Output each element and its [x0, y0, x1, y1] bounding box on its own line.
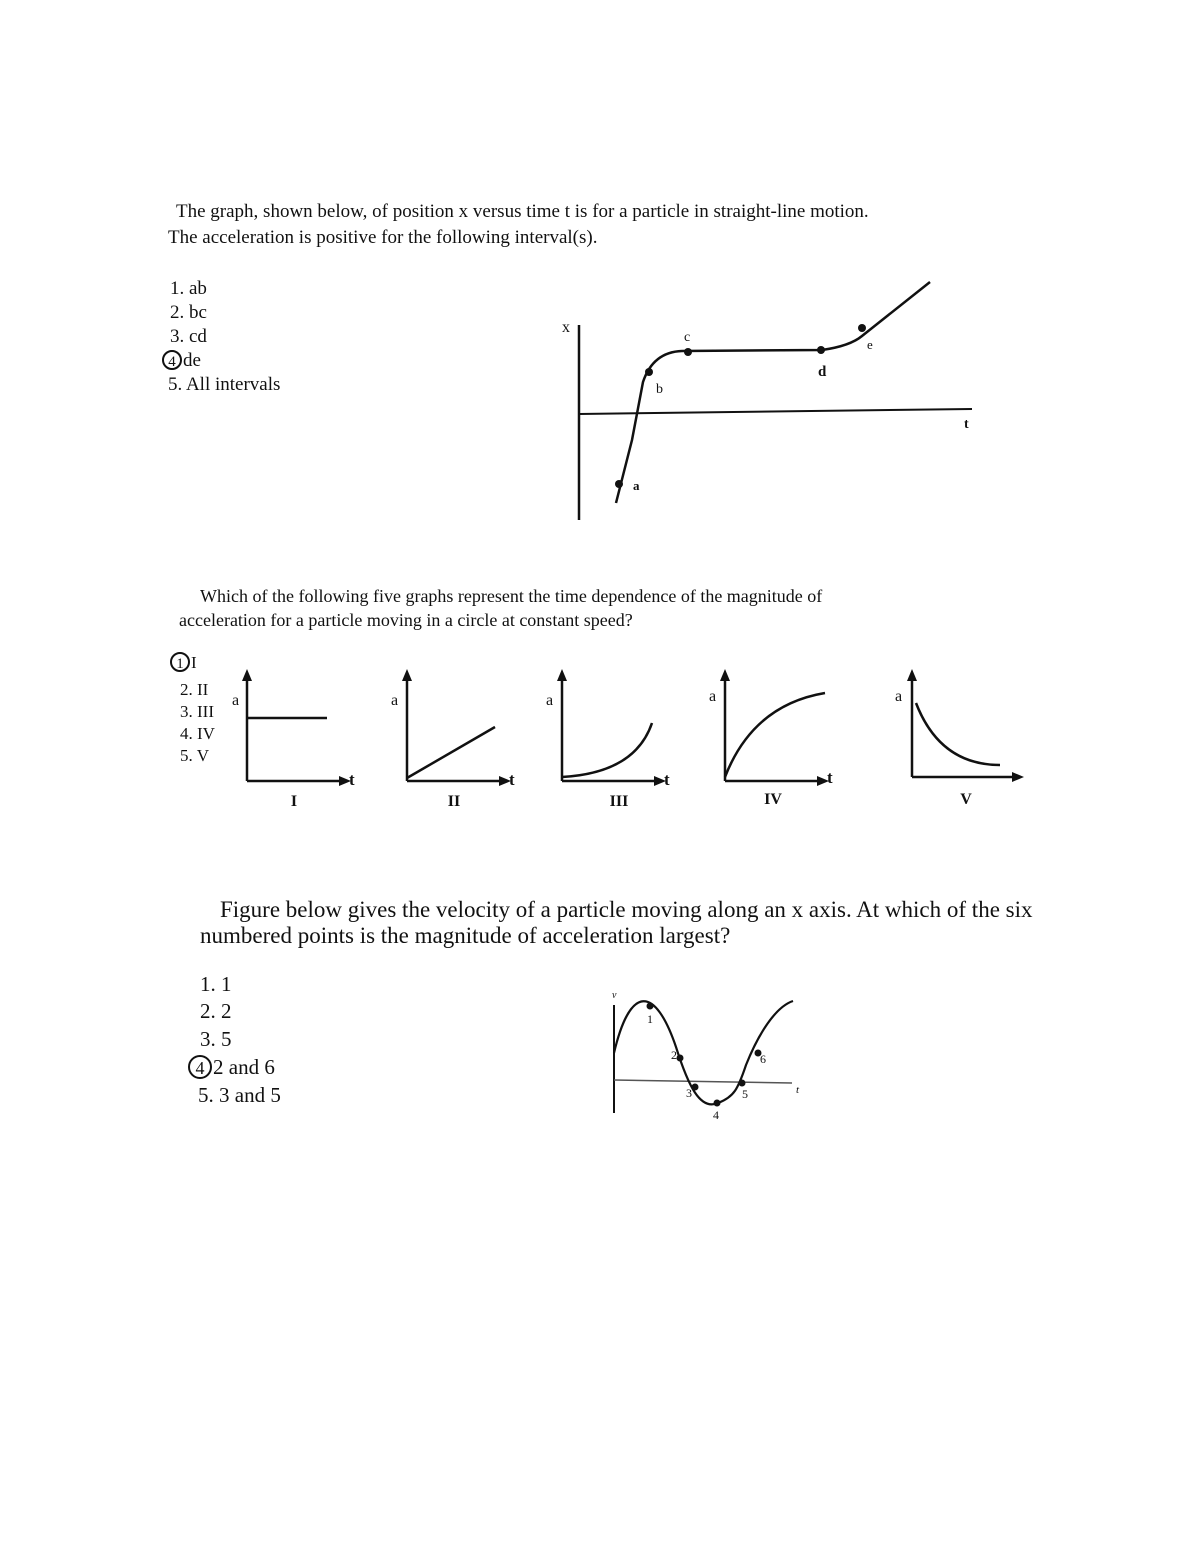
q2-option-2[interactable]: 2. II [180, 680, 209, 699]
linear-curve [407, 727, 495, 778]
x-axis-label: t [664, 770, 670, 789]
q1-option-4-selected[interactable]: 4 de [162, 349, 201, 373]
point-1-label: 1 [647, 1012, 653, 1026]
q1-option-3[interactable]: 3. cd [170, 326, 207, 347]
acceleration-graph-IV [703, 665, 843, 790]
velocity-time-graph [600, 985, 815, 1125]
decaying-curve [916, 703, 1000, 765]
t-axis [614, 1080, 792, 1083]
acceleration-graph-II [385, 665, 525, 790]
velocity-curve [614, 1001, 793, 1104]
saturating-curve [725, 693, 825, 777]
q2-option-5[interactable]: 5. V [180, 746, 209, 765]
point-2-marker [677, 1055, 684, 1062]
y-axis-label: a [709, 688, 717, 705]
selected-answer-circle: 4 [188, 1055, 212, 1079]
y-axis-label: a [391, 692, 399, 709]
q2-option-1-selected[interactable]: 1 I [170, 652, 197, 674]
point-b-label: b [656, 382, 663, 397]
acceleration-graph-I [225, 665, 365, 790]
selected-answer-circle: 1 [170, 652, 190, 672]
y-axis-arrow [242, 669, 252, 681]
question-1-text-line2: The acceleration is positive for the following interval(s). [168, 227, 598, 248]
question-2-text-line1: Which of the following five graphs represent the time dependence of the magnitude of [200, 586, 823, 606]
point-2-label: 2 [671, 1048, 677, 1062]
question-1-text-line1: The graph, shown below, of position x versus time t is for a particle in straight-line motion. [176, 201, 869, 222]
y-axis-label: v [612, 990, 617, 1001]
graph-V-label: V [960, 791, 972, 808]
q1-option-5[interactable]: 5. All intervals [168, 374, 281, 395]
question-2-text-line2: acceleration for a particle moving in a circle at constant speed? [179, 610, 633, 630]
point-c-label: c [684, 330, 691, 345]
x-axis-label: t [349, 770, 355, 789]
y-axis-arrow [720, 669, 730, 681]
x-axis-label: t [827, 768, 833, 787]
point-d-label: d [818, 364, 827, 380]
selected-answer-circle: 4 [162, 350, 182, 370]
point-a-label: a [633, 478, 640, 493]
graph-I-label: I [290, 793, 298, 810]
acceleration-graph-III [540, 665, 680, 790]
y-axis-arrow [907, 669, 917, 681]
point-e-marker [858, 324, 866, 332]
point-5-marker [739, 1080, 746, 1087]
point-5-label: 5 [742, 1087, 748, 1101]
q1-option-2[interactable]: 2. bc [170, 302, 207, 323]
point-b-marker [645, 368, 653, 376]
q3-option-3[interactable]: 3. 5 [200, 1027, 232, 1051]
q1-option-1[interactable]: 1. ab [170, 278, 207, 299]
x-axis-label: t [796, 1084, 800, 1096]
q2-option-3[interactable]: 3. III [180, 702, 214, 721]
q3-option-1[interactable]: 1. 1 [200, 972, 232, 996]
acceleration-graph-V [890, 665, 1030, 790]
point-6-label: 6 [760, 1052, 766, 1066]
x-axis-label: t [964, 417, 969, 432]
q2-option-4[interactable]: 4. IV [180, 724, 215, 743]
point-3-label: 3 [686, 1086, 692, 1100]
question-3-text-line1: Figure below gives the velocity of a particle moving along an x axis. At which of the six [220, 897, 1033, 922]
quadratic-curve [562, 723, 652, 777]
graph-II-label: II [447, 793, 461, 810]
question-3-text-line2: numbered points is the magnitude of acceleration largest? [200, 923, 731, 948]
y-axis-arrow [402, 669, 412, 681]
position-time-graph [550, 270, 990, 530]
y-axis-label: a [895, 688, 903, 705]
point-4-label: 4 [713, 1108, 719, 1122]
point-4-marker [714, 1100, 721, 1107]
q3-option-4-selected[interactable]: 4 2 and 6 [188, 1053, 275, 1081]
q3-option-5[interactable]: 5. 3 and 5 [198, 1083, 281, 1107]
q3-option-2[interactable]: 2. 2 [200, 999, 232, 1023]
graph-IV-label: IV [764, 791, 782, 808]
point-d-marker [817, 346, 825, 354]
x-axis-label: t [509, 770, 515, 789]
y-axis-label: a [546, 692, 554, 709]
point-c-marker [684, 348, 692, 356]
point-3-marker [692, 1084, 699, 1091]
point-a-marker [615, 480, 623, 488]
x-axis-arrow [1012, 772, 1024, 782]
y-axis-label: x [562, 319, 570, 336]
graph-III-label: III [609, 793, 629, 810]
point-1-marker [647, 1003, 654, 1010]
point-e-label: e [867, 337, 873, 352]
position-curve [616, 282, 930, 503]
y-axis-arrow [557, 669, 567, 681]
y-axis-label: a [232, 692, 240, 709]
